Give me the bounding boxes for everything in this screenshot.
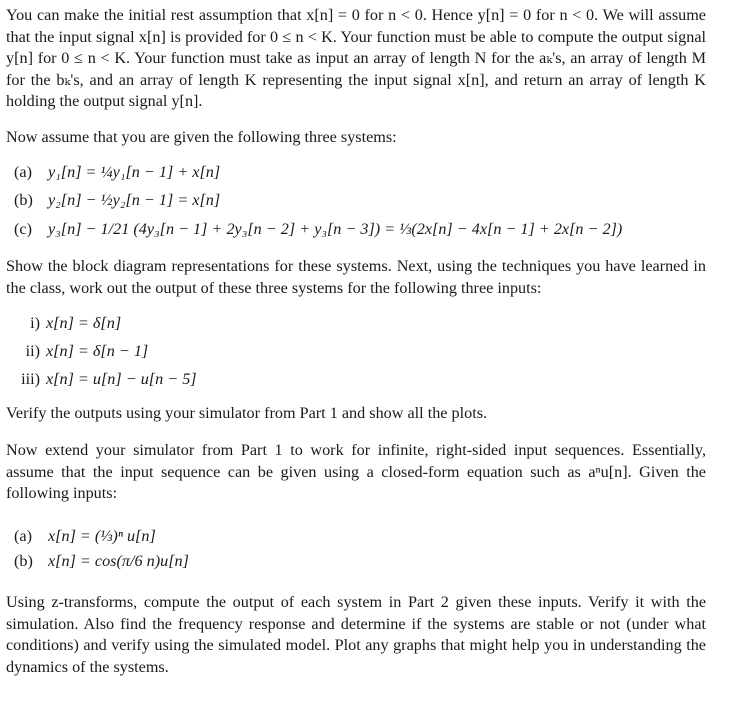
input-ii	[6, 341, 148, 361]
input-i-label: i)	[30, 314, 40, 332]
system-a-label: (a)	[14, 163, 32, 181]
system-c-equation: y₃[n] − 1/21 (4y₃[n − 1] + 2y₃[n − 2] + y₃[n − 3]) = ⅓(2x[n] − 4x[n − 1] + 2x[n − 2])	[48, 220, 623, 238]
system-b-equation: y₂[n] − ½y₂[n − 1] = x[n]	[48, 191, 221, 209]
z-transform-paragraph: Using z-transforms, compute the output of each system in Part 2 given these inputs. Verify it with the simulation. Also find the frequency response and determine if the systems are stable or not (under what conditions) and verify using the simulated model. Plot any graphs that might help you in understanding the dynamics of the systems.	[6, 593, 706, 676]
system-b-label: (b)	[14, 191, 33, 209]
input-ii-equation: x[n] = δ[n − 1]	[46, 342, 149, 360]
system-a-equation: y₁[n] = ¼y₁[n − 1] + x[n]	[48, 163, 221, 181]
extended-input-a-equation: x[n] = (⅓)ⁿ u[n]	[48, 527, 156, 545]
extended-input-a	[14, 526, 156, 546]
extended-input-a-label: (a)	[14, 527, 32, 545]
intro-paragraph: You can make the initial rest assumption that x[n] = 0 for n < 0. Hence y[n] = 0 for n < 0. We will assume that the input signal x[n] is provided for 0 ≤ n < K. Your function must be able to compute the output signal y[n] for 0 ≤ n < K. Your function must take as input an array of length N for the aₖ's, an array of length M for the bₖ's, and an array of length K representing the input signal x[n], and return an array of length K holding the output signal y[n].	[6, 6, 706, 110]
input-ii-label: ii)	[25, 342, 40, 360]
verify-paragraph: Verify the outputs using your simulator from Part 1 and show all the plots.	[6, 404, 488, 422]
system-c	[14, 219, 622, 239]
extended-input-b-label: (b)	[14, 552, 33, 570]
input-i	[16, 313, 121, 333]
system-a	[14, 162, 220, 182]
system-c-label: (c)	[14, 220, 32, 238]
extended-input-b-equation: x[n] = cos(π/6 n)u[n]	[48, 552, 189, 570]
extend-paragraph: Now extend your simulator from Part 1 to work for infinite, right-sided input sequences. Essentially, assume that the input sequence can be given using a closed-form equation such as aⁿu[n]. Given the following inputs:	[6, 441, 706, 502]
block-diagram-paragraph: Show the block diagram representations for these systems. Next, using the techniques you have learned in the class, work out the output of these three systems for the following three inputs:	[6, 257, 706, 297]
input-i-equation: x[n] = δ[n]	[46, 314, 122, 332]
systems-intro: Now assume that you are given the following three systems:	[6, 128, 397, 146]
extended-input-b	[14, 551, 189, 571]
input-iii-label: iii)	[21, 370, 40, 388]
input-iii	[0, 369, 197, 389]
input-iii-equation: x[n] = u[n] − u[n − 5]	[46, 370, 197, 388]
system-b	[14, 190, 220, 210]
